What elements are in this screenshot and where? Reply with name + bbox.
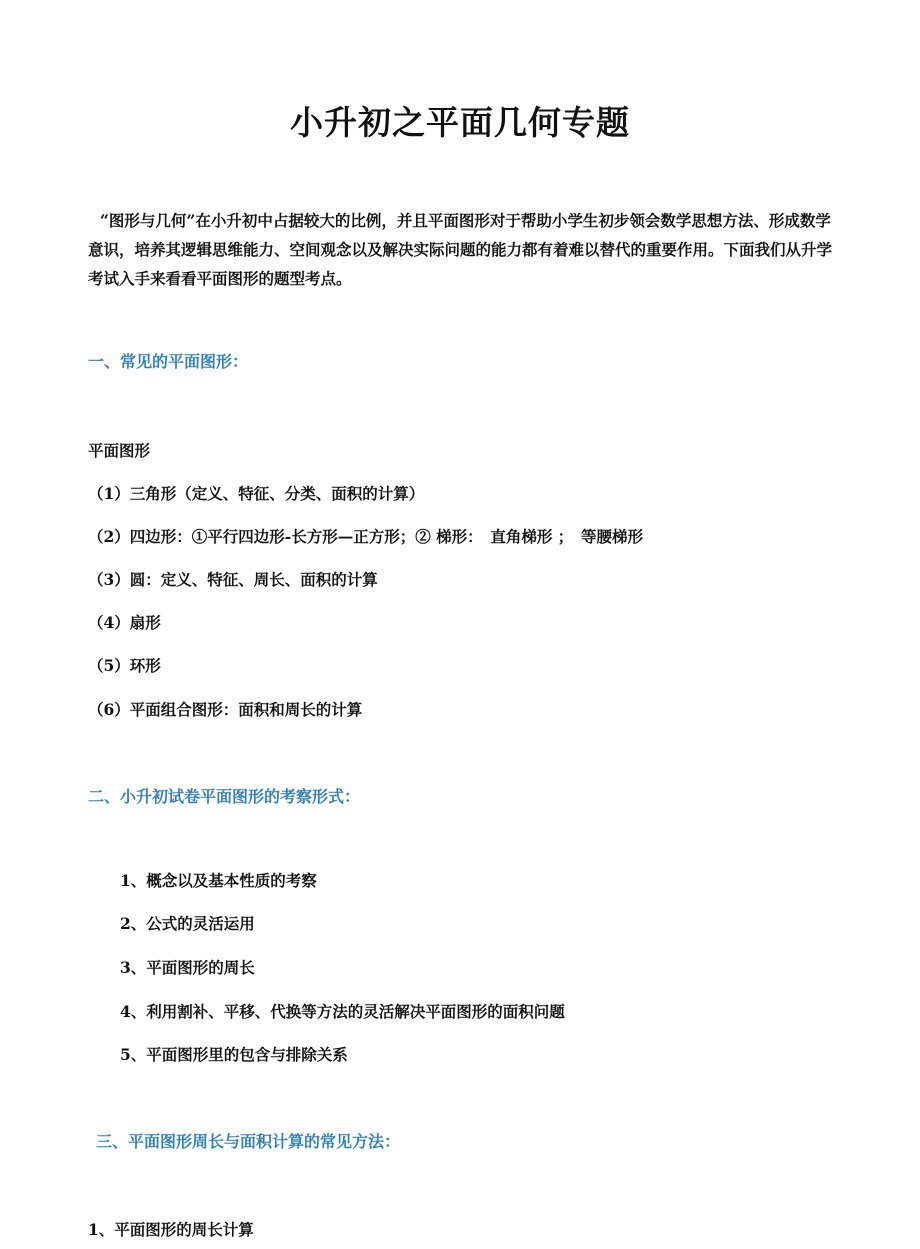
- section1-item: （4）扇形: [88, 613, 161, 632]
- section2-item: 5、平面图形里的包含与排除关系: [120, 1045, 348, 1064]
- section2-item: 4、利用割补、平移、代换等方法的灵活解决平面图形的面积问题: [120, 1002, 565, 1021]
- section2-heading: 二、小升初试卷平面图形的考察形式：: [88, 787, 361, 806]
- section1-item: （2）四边形：①平行四边形-长方形—正方形；② 梯形： 直角梯形 ； 等腰梯形: [88, 527, 644, 546]
- document-title: 小升初之平面几何专题: [290, 103, 630, 142]
- intro-paragraph: “图形与几何”在小升初中占据较大的比例，并且平面图形对于帮助小学生初步领会数学思想方法、形成数学意识，培养其逻辑思维能力、空间观念以及解决实际问题的能力都有着难以替代的重要作用。下面我们从升学考试入手来看看平面图形的题型考点。: [88, 211, 833, 288]
- section1-item: （3）圆：定义、特征、周长、面积的计算: [88, 570, 378, 589]
- section2-item: 2、公式的灵活运用: [120, 914, 255, 933]
- section1-item: （5）环形: [88, 656, 161, 675]
- section1-item: （1）三角形（定义、特征、分类、面积的计算）: [88, 484, 425, 503]
- section1-item: （6）平面组合图形：面积和周长的计算: [88, 700, 363, 719]
- section1-subheading: 平面图形: [88, 441, 151, 460]
- section1-heading: 一、常见的平面图形：: [88, 352, 249, 371]
- section2-item: 1、概念以及基本性质的考察: [120, 871, 317, 890]
- section3-item: 1、平面图形的周长计算: [88, 1220, 254, 1239]
- section3-heading: 三、平面图形周长与面积计算的常见方法：: [96, 1132, 401, 1151]
- section2-item: 3、平面图形的周长: [120, 958, 255, 977]
